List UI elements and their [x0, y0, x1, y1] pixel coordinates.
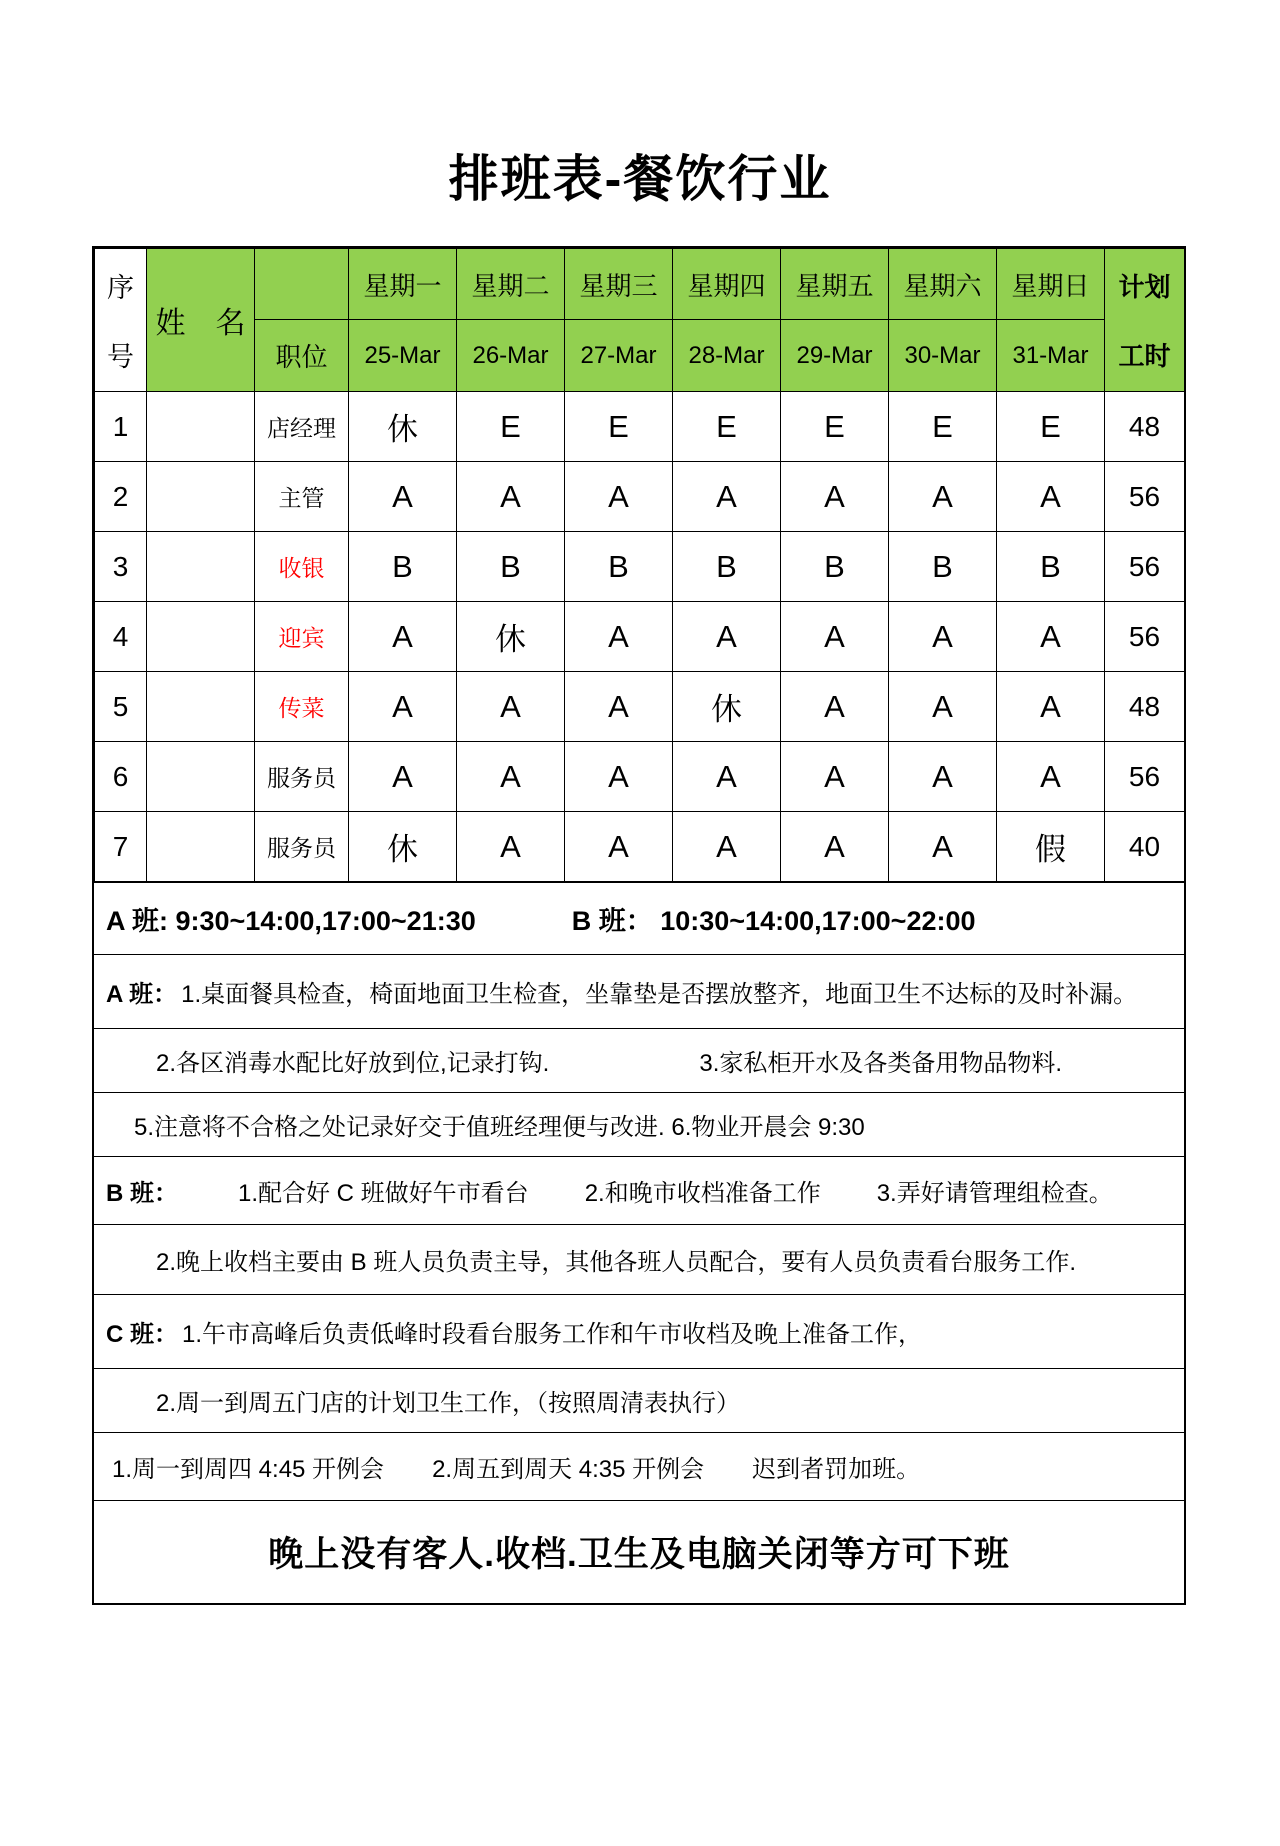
note-prefix: A 班： — [106, 981, 178, 1008]
table-row — [95, 392, 1185, 462]
note-row-c1 — [94, 1294, 1184, 1368]
shift-cell: A — [673, 462, 781, 532]
note-row-c2 — [94, 1368, 1184, 1432]
position-header-spacer — [255, 249, 349, 320]
date-header: 29-Mar — [781, 320, 889, 392]
page-title: 排班表-餐饮行业 — [448, 151, 832, 207]
weekday-header: 星期六 — [889, 249, 997, 320]
note-text: 2.晚上收档主要由 B 班人员负责主导，其他各班人员配合，要有人员负责看台服务工作. — [156, 1249, 1077, 1276]
plan-hours-line1: 计划 — [1118, 272, 1171, 302]
row-number-cell: 4 — [95, 602, 147, 672]
weekday-header: 星期三 — [565, 249, 673, 320]
shift-cell: A — [349, 462, 457, 532]
shift-cell: A — [349, 602, 457, 672]
position-cell: 收银 — [255, 532, 349, 602]
row-number-cell: 3 — [95, 532, 147, 602]
corner-header-line1: 序 — [107, 273, 134, 303]
hours-cell: 48 — [1105, 392, 1185, 462]
shift-cell: A — [997, 742, 1105, 812]
hours-cell: 56 — [1105, 462, 1185, 532]
shift-cell: B — [565, 532, 673, 602]
table-row — [95, 462, 1185, 532]
note-text: 3.弄好请管理组检查。 — [876, 1180, 1113, 1207]
shift-cell: A — [565, 672, 673, 742]
table-row — [95, 812, 1185, 882]
shift-a-time: A 班: 9:30~14:00,17:00~21:30 — [106, 906, 476, 936]
note-prefix: C 班： — [106, 1321, 178, 1348]
name-cell — [147, 392, 255, 462]
note-row-a2 — [94, 1028, 1184, 1092]
position-cell: 服务员 — [255, 812, 349, 882]
corner-header-line2: 号 — [107, 342, 134, 372]
shift-cell: A — [673, 812, 781, 882]
shift-cell: A — [997, 672, 1105, 742]
date-header: 25-Mar — [349, 320, 457, 392]
date-header: 30-Mar — [889, 320, 997, 392]
date-header: 31-Mar — [997, 320, 1105, 392]
name-cell — [147, 602, 255, 672]
shift-cell: 休 — [349, 392, 457, 462]
schedule-sheet — [92, 246, 1186, 1605]
shift-cell: 休 — [673, 672, 781, 742]
shift-cell: E — [889, 392, 997, 462]
name-cell — [147, 672, 255, 742]
shift-cell: A — [565, 462, 673, 532]
row-number-cell: 7 — [95, 812, 147, 882]
shift-cell: B — [457, 532, 565, 602]
shift-cell: A — [565, 742, 673, 812]
weekday-header: 星期二 — [457, 249, 565, 320]
date-header: 27-Mar — [565, 320, 673, 392]
shift-cell: A — [565, 602, 673, 672]
shift-cell: E — [781, 392, 889, 462]
shift-cell: A — [349, 672, 457, 742]
shift-cell: A — [349, 742, 457, 812]
shift-cell: A — [781, 462, 889, 532]
shift-b-time: B 班： 10:30~14:00,17:00~22:00 — [571, 906, 976, 936]
name-cell — [147, 532, 255, 602]
shift-cell: A — [457, 672, 565, 742]
weekday-header: 星期五 — [781, 249, 889, 320]
shift-cell: B — [889, 532, 997, 602]
position-cell: 迎宾 — [255, 602, 349, 672]
name-column-header: 姓 名 — [147, 249, 255, 392]
shift-cell: B — [997, 532, 1105, 602]
header-row-weekdays — [95, 249, 1185, 320]
name-cell — [147, 812, 255, 882]
shift-cell: B — [781, 532, 889, 602]
weekday-header: 星期四 — [673, 249, 781, 320]
shift-cell: B — [673, 532, 781, 602]
note-text: 2.周五到周天 4:35 开例会 — [432, 1456, 705, 1483]
shift-cell: A — [781, 602, 889, 672]
position-cell: 主管 — [255, 462, 349, 532]
hours-cell: 48 — [1105, 672, 1185, 742]
table-row — [95, 602, 1185, 672]
hours-cell: 56 — [1105, 532, 1185, 602]
shift-cell: A — [781, 742, 889, 812]
table-row — [95, 532, 1185, 602]
note-text: 2.和晚市收档准备工作 — [584, 1180, 821, 1207]
shift-cell: E — [457, 392, 565, 462]
note-text: 1.桌面餐具检查，椅面地面卫生检查，坐靠垫是否摆放整齐，地面卫生不达标的及时补漏。 — [181, 981, 1138, 1008]
note-text: 3.家私柜开水及各类备用物品物料. — [699, 1050, 1063, 1077]
note-row-b2 — [94, 1224, 1184, 1294]
hours-cell: 56 — [1105, 742, 1185, 812]
shift-cell: A — [889, 672, 997, 742]
position-cell: 服务员 — [255, 742, 349, 812]
row-number-cell: 1 — [95, 392, 147, 462]
name-cell — [147, 462, 255, 532]
corner-header-cell — [95, 249, 147, 392]
position-cell: 店经理 — [255, 392, 349, 462]
row-number-cell: 6 — [95, 742, 147, 812]
note-text: 2.周一到周五门店的计划卫生工作，（按照周清表执行） — [156, 1390, 741, 1417]
plan-hours-line2: 工时 — [1118, 341, 1171, 371]
shift-cell: E — [673, 392, 781, 462]
shift-cell: 休 — [457, 602, 565, 672]
shift-cell: A — [889, 812, 997, 882]
note-text: 1.周一到周四 4:45 开例会 — [112, 1456, 385, 1483]
note-text: 1.配合好 C 班做好午市看台 — [238, 1180, 529, 1207]
note-text: 1.午市高峰后负责低峰时段看台服务工作和午市收档及晚上准备工作， — [182, 1321, 923, 1348]
note-row-b1 — [94, 1156, 1184, 1224]
table-row — [95, 672, 1185, 742]
shift-time-definitions — [94, 882, 1184, 954]
shift-cell: A — [673, 602, 781, 672]
note-row-meetings — [94, 1432, 1184, 1500]
shift-cell: A — [457, 742, 565, 812]
weekday-header: 星期一 — [349, 249, 457, 320]
hours-cell: 56 — [1105, 602, 1185, 672]
schedule-table — [94, 248, 1185, 882]
plan-hours-header — [1105, 249, 1185, 392]
hours-cell: 40 — [1105, 812, 1185, 882]
shift-cell: A — [889, 742, 997, 812]
date-header: 26-Mar — [457, 320, 565, 392]
shift-cell: A — [781, 812, 889, 882]
shift-cell: A — [889, 462, 997, 532]
note-text: 2.各区消毒水配比好放到位,记录打钩. — [156, 1050, 550, 1077]
shift-cell: A — [457, 462, 565, 532]
row-number-cell: 5 — [95, 672, 147, 742]
footer-banner: 晚上没有客人.收档.卫生及电脑关闭等方可下班 — [94, 1500, 1184, 1603]
header-row-dates — [95, 320, 1185, 392]
shift-cell: A — [997, 602, 1105, 672]
table-row — [95, 742, 1185, 812]
shift-cell: B — [349, 532, 457, 602]
weekday-header: 星期日 — [997, 249, 1105, 320]
note-row-a3 — [94, 1092, 1184, 1156]
note-prefix: B 班： — [106, 1180, 178, 1207]
position-column-header: 职位 — [255, 320, 349, 392]
shift-cell: A — [457, 812, 565, 882]
shift-cell: A — [673, 742, 781, 812]
note-row-a1 — [94, 954, 1184, 1028]
shift-cell: 休 — [349, 812, 457, 882]
row-number-cell: 2 — [95, 462, 147, 532]
position-cell: 传菜 — [255, 672, 349, 742]
shift-cell: A — [997, 462, 1105, 532]
shift-cell: E — [997, 392, 1105, 462]
date-header: 28-Mar — [673, 320, 781, 392]
shift-cell: A — [889, 602, 997, 672]
shift-cell: E — [565, 392, 673, 462]
shift-cell: A — [565, 812, 673, 882]
name-cell — [147, 742, 255, 812]
shift-cell: A — [781, 672, 889, 742]
shift-cell: 假 — [997, 812, 1105, 882]
note-text: 5.注意将不合格之处记录好交于值班经理便与改进. 6.物业开晨会 9:30 — [134, 1114, 865, 1141]
note-text: 迟到者罚加班。 — [752, 1456, 921, 1483]
